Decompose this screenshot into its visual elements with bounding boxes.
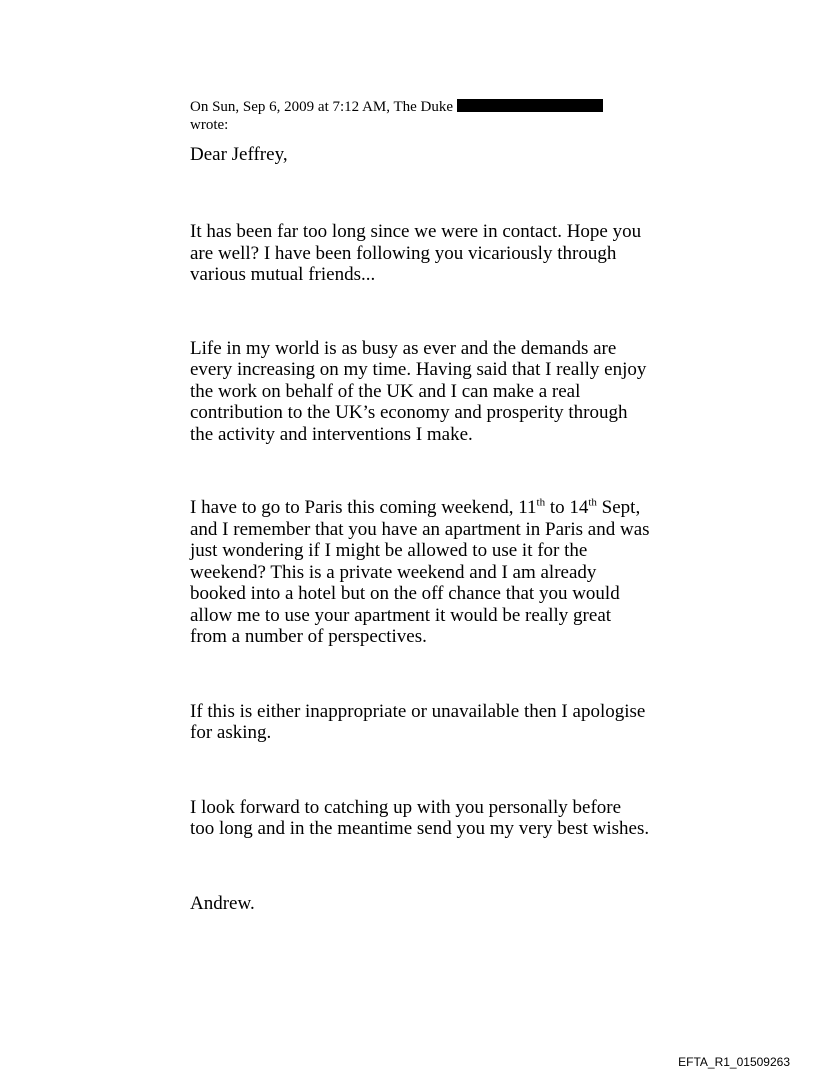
paragraph-5: I look forward to catching up with you personally before too long and in the meantime send you my very best wishes. [190, 796, 650, 839]
paragraph-4: If this is either inappropriate or unavailable then I apologise for asking. [190, 700, 646, 743]
redaction-box [457, 99, 603, 112]
signature: Andrew. [190, 892, 255, 914]
superscript-th-2: th [588, 496, 597, 509]
salutation: Dear Jeffrey, [190, 144, 288, 165]
document-id: EFTA_R1_01509263 [678, 1055, 790, 1069]
paragraph-2: Life in my world is as busy as ever and the demands are every increasing on my time. Having said that I really enjoy the work on behalf of the UK and I can make a real contribution to the UK’s economy and prosperity through the activity and interventions I make. [190, 337, 647, 445]
email-header-suffix: wrote: [190, 117, 229, 133]
paragraph-3 [190, 497, 650, 648]
email-header-prefix: On Sun, Sep 6, 2009 at 7:12 AM, The Duke [190, 99, 454, 115]
superscript-th-1: th [536, 496, 546, 509]
paragraph-3-part-3: Sept, and I remember that you have an apartment in Paris and was just wondering if I might be allowed to use it for the weekend? This is a private weekend and I am already booked into a hotel but on the off chance that you would allow me to use your apartment it would be really great from a number of perspectives. [190, 497, 650, 647]
email-body [190, 98, 650, 914]
paragraph-1: It has been far too long since we were in contact. Hope you are well? I have been following you vicariously through various mutual friends... [190, 221, 642, 285]
paragraph-3-part-2: to 14 [545, 497, 589, 518]
paragraph-3-part-1: I have to go to Paris this coming weekend, 11 [190, 497, 537, 518]
email-header [190, 98, 650, 134]
